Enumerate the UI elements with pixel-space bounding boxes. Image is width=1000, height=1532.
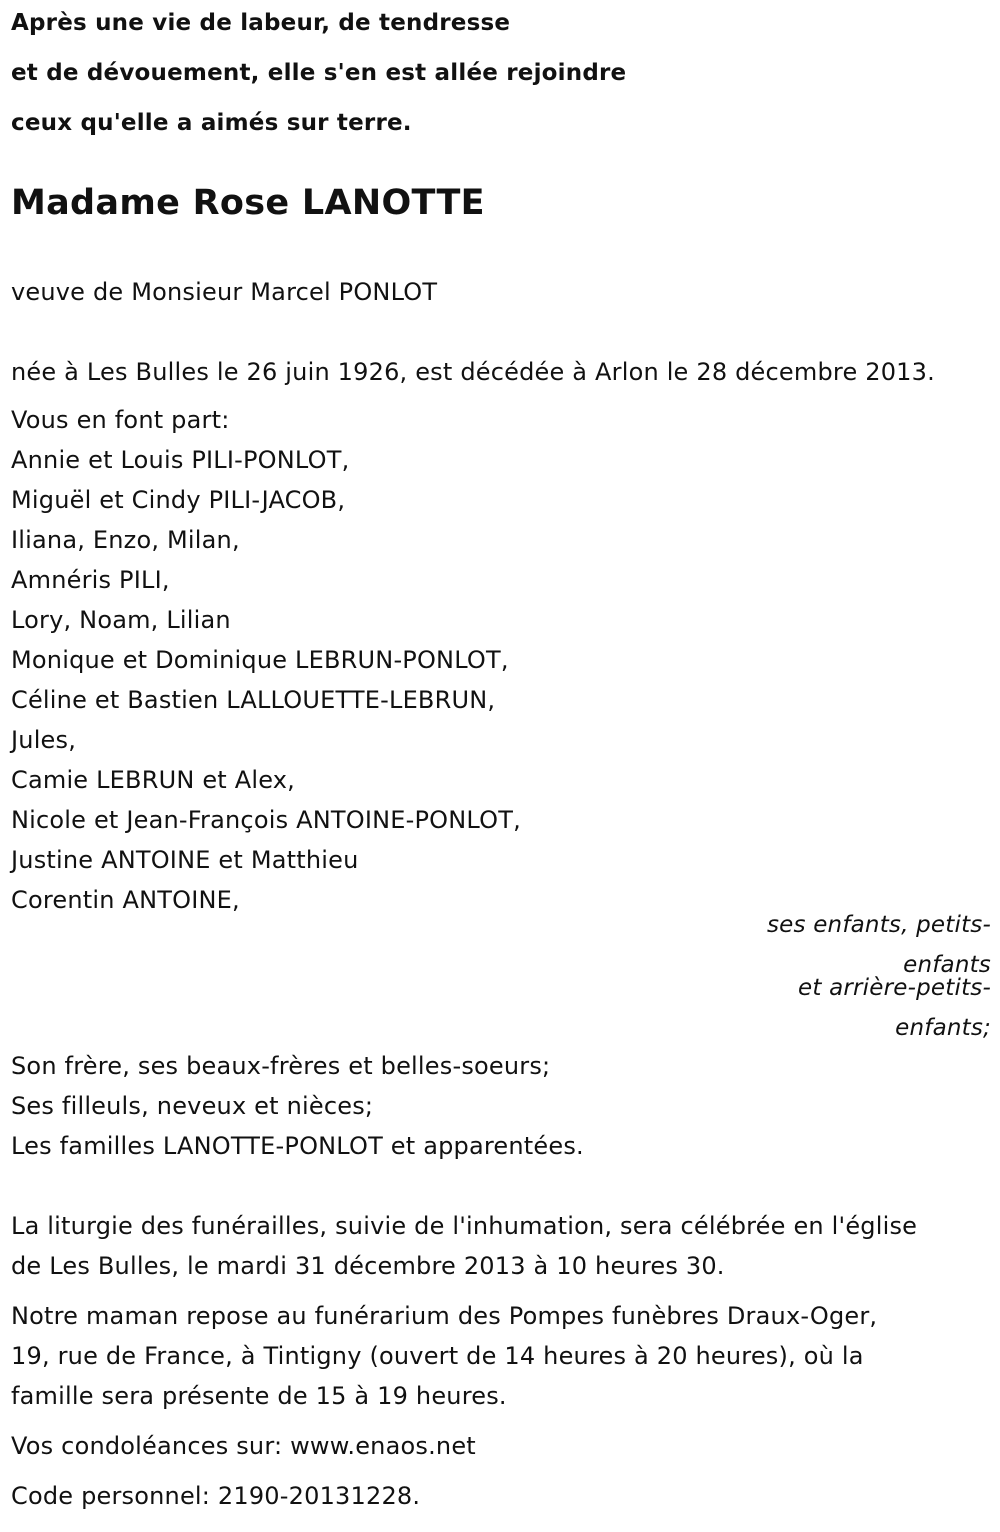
announcer-name: Lory, Noam, Lilian [11, 606, 231, 634]
rest-line-2: 19, rue de France, à Tintigny (ouvert de 14 heures à 20 heures), où la [11, 1342, 864, 1370]
relation-line: ses enfants, petits- [766, 912, 991, 938]
family-line-2: Ses filleuls, neveux et nièces; [11, 1092, 374, 1120]
relation-line: et arrière-petits- [798, 975, 991, 1001]
intro-line-2: et de dévouement, elle s'en est allée rejoindre [11, 60, 627, 86]
rest-line-1: Notre maman repose au funérarium des Pompes funèbres Draux-Oger, [11, 1302, 878, 1330]
announcers-heading: Vous en font part: [11, 406, 230, 434]
announcer-name: Amnéris PILI, [11, 566, 170, 594]
condolences-line: Vos condoléances sur: www.enaos.net [11, 1432, 476, 1460]
announcer-name: Justine ANTOINE et Matthieu [11, 846, 359, 874]
announcer-name: Jules, [11, 726, 77, 754]
liturgy-line-2: de Les Bulles, le mardi 31 décembre 2013 à 10 heures 30. [11, 1252, 725, 1280]
family-line-3: Les familles LANOTTE-PONLOT et apparentées. [11, 1132, 584, 1160]
relation-line: enfants; [895, 1015, 991, 1041]
announcer-name: Céline et Bastien LALLOUETTE-LEBRUN, [11, 686, 496, 714]
widow-of: veuve de Monsieur Marcel PONLOT [11, 278, 438, 306]
deceased-name: Madame Rose LANOTTE [11, 183, 485, 223]
intro-line-1: Après une vie de labeur, de tendresse [11, 10, 511, 36]
family-line-1: Son frère, ses beaux-frères et belles-soeurs; [11, 1052, 551, 1080]
liturgy-line-1: La liturgie des funérailles, suivie de l'inhumation, sera célébrée en l'église [11, 1212, 918, 1240]
announcer-name: Miguël et Cindy PILI-JACOB, [11, 486, 346, 514]
announcer-name: Nicole et Jean-François ANTOINE-PONLOT, [11, 806, 521, 834]
personal-code: Code personnel: 2190-20131228. [11, 1482, 421, 1510]
relation-line: enfants [903, 952, 991, 978]
intro-line-3: ceux qu'elle a aimés sur terre. [11, 110, 412, 136]
announcer-name: Corentin ANTOINE, [11, 886, 240, 914]
rest-line-3: famille sera présente de 15 à 19 heures. [11, 1382, 507, 1410]
announcer-name: Camie LEBRUN et Alex, [11, 766, 295, 794]
birth-death-line: née à Les Bulles le 26 juin 1926, est décédée à Arlon le 28 décembre 2013. [11, 358, 935, 386]
announcer-name: Annie et Louis PILI-PONLOT, [11, 446, 350, 474]
announcer-name: Monique et Dominique LEBRUN-PONLOT, [11, 646, 509, 674]
announcer-name: Iliana, Enzo, Milan, [11, 526, 240, 554]
